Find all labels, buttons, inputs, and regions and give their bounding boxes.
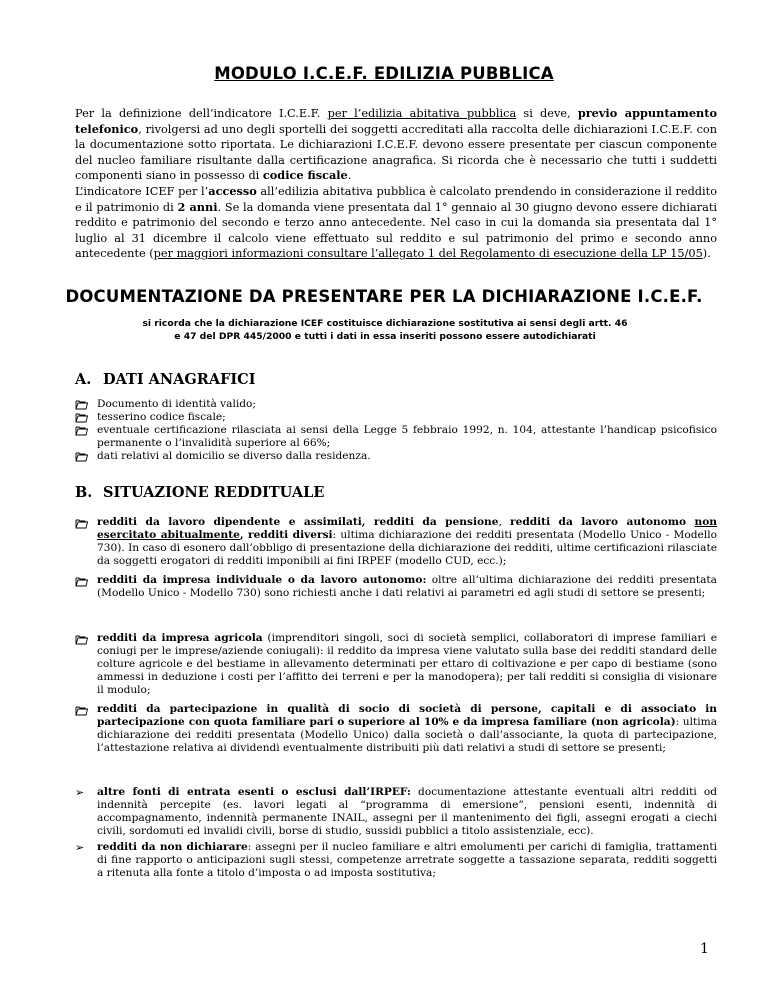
- income-item-business: redditi da impresa individuale o da lavoro autonomo: oltre all’ultima dichiarazione dei redditi presentata (Modello Unico - Modello 730) sono richiesti anche i dati relativi ai parametri ed agli studi di settore se presenti;: [75, 574, 717, 600]
- declaration-note: si ricorda che la dichiarazione ICEF costituisce dichiarazione sostitutiva ai sensi degli artt. 46 e 47 del DPR 445/2000 e tutti i dati in essa inseriti possono essere autodichiarati: [142, 318, 628, 342]
- list-item: Documento di identità valido;: [75, 398, 717, 411]
- income-item-agricultural: redditi da impresa agricola (imprenditori singoli, soci di società semplici, collaboratori di imprese familiari e coniugi per le imprese/aziende coniugali): il reddito da impresa viene valutato sulla base dei redditi standard delle colture agricole e del bestiame in allevamento determinati per ettaro di coltivazione e per capo di bestiame (sono ammessi in deduzione i costi per l’affitto dei terreni e per la manodopera); per tali redditi si consiglia di visionare il modulo;: [75, 632, 717, 697]
- income-item-exempt: ➢ altre fonti di entrata esenti o esclusi dall’IRPEF: documentazione attestante eventuali altri redditi od indennità percepite (es. lavori legati al “programma di emersione”, pensioni esenti, indennità di accompagnamento, indennità permanente INAIL, assegni per il mantenimento dei figli, assegni erogati a ciechi civili, sordomuti ed invalidi civili, borse di studio, sussidi pubblici a titolo assistenziale, ecc).: [75, 786, 717, 837]
- folder-icon: [75, 634, 88, 645]
- folder-icon: [75, 451, 88, 462]
- page-title: MODULO I.C.E.F. EDILIZIA PUBBLICA: [214, 64, 554, 83]
- intro-paragraph-1: Per la definizione dell’indicatore I.C.E.F. per l’edilizia abitativa pubblica si deve, previo appuntamento telefonico, rivolgersi ad uno degli sportelli dei soggetti accreditati alla raccolta delle dichiarazioni I.C.E.F. con la documentazione sotto riportata. Le dichiarazioni I.C.E.F. devono essere presentate per ciascun componente del nucleo familiare risultante dalla certificazione anagrafica. Si ricorda che è necessario che tutti i suddetti componenti siano in possesso di codice fiscale.: [75, 106, 717, 183]
- folder-icon: [75, 399, 88, 410]
- arrow-bullet-icon: ➢: [75, 786, 85, 799]
- folder-icon: [75, 705, 88, 716]
- income-item-employment: redditi da lavoro dipendente e assimilati, redditi da pensione, redditi da lavoro autonomo non esercitato abitualmente, redditi diversi: ultima dichiarazione dei redditi presentata (Modello Unico - Modello 730). In caso di esonero dall’obbligo di presentazione della dichiarazione dei redditi, ultime certificazioni rilasciate da soggetti erogatori di redditi imponibili ai fini IRPEF (modello CUD, ecc.);: [75, 516, 717, 568]
- documentation-title: DOCUMENTAZIONE DA PRESENTARE PER LA DICHIARAZIONE I.C.E.F.: [65, 287, 703, 306]
- folder-icon: [75, 518, 88, 529]
- section-b-heading: B. SITUAZIONE REDDITUALE: [75, 484, 325, 501]
- section-a-list: [75, 398, 717, 463]
- page-number: 1: [700, 941, 709, 957]
- arrow-bullet-icon: ➢: [75, 841, 85, 854]
- folder-icon: [75, 425, 88, 436]
- intro-paragraph-2: L’indicatore ICEF per l’accesso all’edilizia abitativa pubblica è calcolato prendendo in considerazione il reddito e il patrimonio di 2 anni. Se la domanda viene presentata dal 1° gennaio al 30 giugno devono essere dichiarati reddito e patrimonio del secondo e terzo anno antecedente. Nel caso in cui la domanda sia presentata dal 1° luglio al 31 dicembre il calcolo viene effettuato sul reddito e sul patrimonio del primo e secondo anno antecedente (per maggiori informazioni consultare l’allegato 1 del Regolamento di esecuzione della LP 15/05).: [75, 183, 717, 261]
- folder-icon: [75, 412, 88, 423]
- list-item: eventuale certificazione rilasciata ai sensi della Legge 5 febbraio 1992, n. 104, attestante l’handicap psicofisico permanente o l’invalidità superiore al 66%;: [75, 424, 717, 450]
- income-item-not-declared: ➢ redditi da non dichiarare: assegni per il nucleo familiare e altri emolumenti per carichi di famiglia, trattamenti di fine rapporto o anticipazioni sugli stessi, competenze arretrate soggette a tassazione separata, redditi soggetti a ritenuta alla fonte a titolo d’imposta o ad imposta sostitutiva;: [75, 841, 718, 879]
- list-item: tesserino codice fiscale;: [75, 411, 717, 424]
- folder-icon: [75, 576, 88, 587]
- intro-text: [75, 106, 717, 262]
- list-item: dati relativi al domicilio se diverso dalla residenza.: [75, 450, 717, 463]
- section-a-heading: A. DATI ANAGRAFICI: [75, 371, 256, 388]
- income-item-partnership: redditi da partecipazione in qualità di socio di società di persone, capitali e di associato in partecipazione con quota familiare pari o superiore al 10% e da impresa familiare (non agricola): ultima dichiarazione dei redditi presentata (Modello Unico) dalla società o dall’associante, la quota di partecipazione, l’attestazione relativa ai dividendi eventualmente distribuiti più dati relativi a studi di settore se presenti;: [75, 703, 717, 755]
